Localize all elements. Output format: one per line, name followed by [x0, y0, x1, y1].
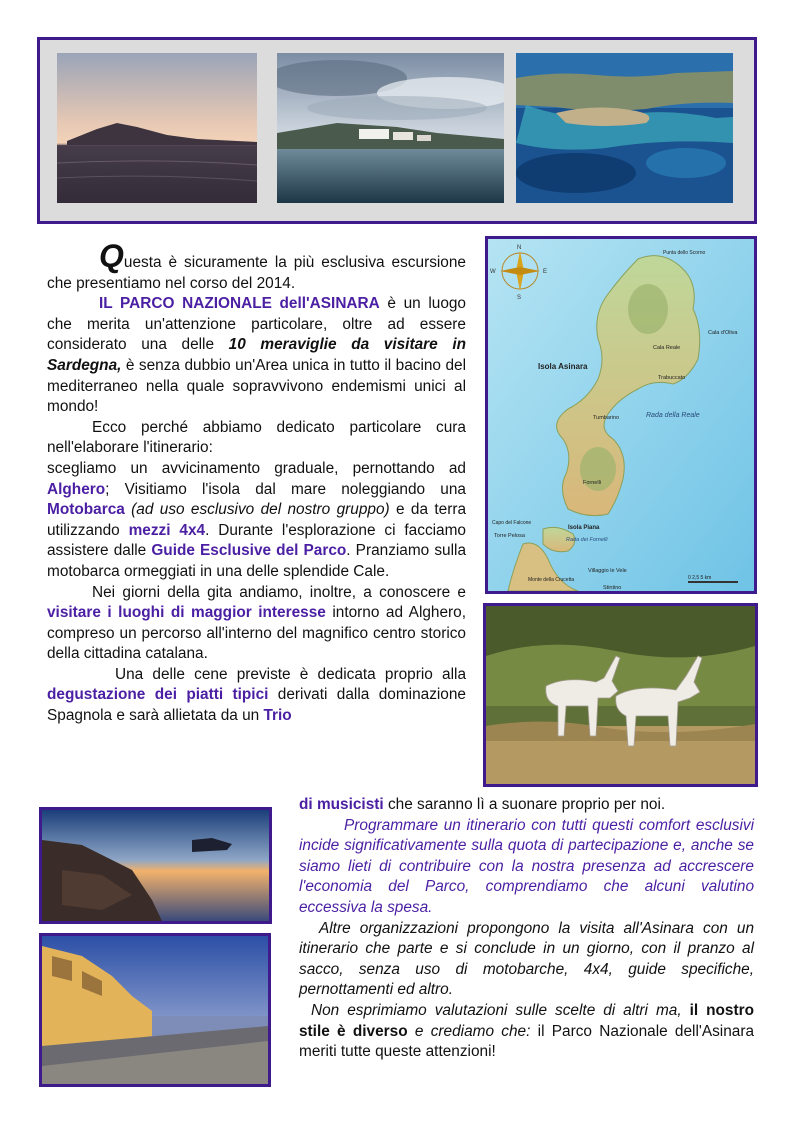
park-name: IL PARCO NAZIONALE dell'ASINARA [99, 295, 380, 313]
compass-s: S [517, 295, 522, 301]
asinara-map [485, 236, 757, 594]
style-paragraph: Non esprimiamo valutazioni sulle scelte di altri ma, il nostro stile è diverso e crediamo che: il Parco Nazionale dell'Asinara meriti tutte queste attenzioni! [299, 1001, 755, 1061]
map-label-rada-fornelli: Rada dei Fornelli [566, 537, 608, 543]
main-text-column [47, 238, 467, 727]
map-label-cala-oliva: Cala d'Oliva [708, 330, 738, 336]
drop-cap: Q [99, 238, 124, 274]
map-label-cala-reale: Cala Reale [653, 345, 681, 351]
map-label-fornelli: Fornelli [583, 480, 602, 486]
itinerary-intro: Ecco perché abbiamo dedicato particolare cura nell'elaborare l'itinerario: [47, 418, 466, 457]
map-label-tumbarino: Tumbarino [593, 415, 620, 421]
intro-paragraph: Questa è sicuramente la più esclusiva escursione che presentiamo nel corso del 2014. [47, 238, 466, 292]
map-label-stintino: Stintino [603, 585, 622, 591]
continuation-column [299, 795, 754, 1063]
aerial-coast-photo [516, 53, 733, 203]
luoghi-highlight: visitare i luoghi di maggior interesse [47, 604, 326, 622]
top-photo-strip [37, 37, 757, 224]
mezzi-highlight: mezzi 4x4 [128, 521, 206, 539]
map-label-villaggio: Villaggio le Vele [588, 568, 627, 574]
map-scale: 0 2,5 5 km [688, 575, 712, 581]
motobarca-highlight: Motobarca [47, 501, 125, 519]
visits-paragraph: Nei giorni della gita andiamo, inoltre, a conoscere e visitare i luoghi di maggior interesse intorno ad Alghero, compreso un percorso all'interno del magnifico centro storico della cittadina catalana. [47, 583, 467, 663]
map-label-isola: Isola Asinara [538, 362, 588, 371]
trio-continued: di musicisti [299, 796, 384, 813]
map-label-rada: Rada della Reale [646, 412, 700, 419]
guide-highlight: Guide Esclusive del Parco [151, 542, 347, 560]
compass-n: N [517, 245, 522, 251]
style-highlight: il nostro stile è diverso [299, 1001, 754, 1040]
map-label-capo: Capo del Falcone [492, 520, 532, 526]
map-label-scorno: Punta dello Scorno [663, 250, 706, 256]
degustazione-highlight: degustazione dei piatti tipici [47, 686, 269, 704]
compass-w: W [490, 269, 496, 275]
trio-highlight: Trio [263, 707, 292, 725]
map-label-trabuccato: Trabuccato [658, 375, 686, 381]
trio-line: di musicisti che saranno lì a suonare proprio per noi. [299, 796, 666, 813]
map-label-monte: Monte della Crucetta [528, 577, 575, 583]
itinerary-paragraph: scegliamo un avvicinamento graduale, pernottando ad Alghero; Visitiamo l'isola dal mare noleggiando una Motobarca (ad uso esclusivo del nostro gruppo) e da terra utilizzando mezzi 4x4. Durante l'esplorazione ci facciamo assistere dalle Guide Esclusive del Parco. Pranziamo sulla motobarca ormeggiati in una delle splendide Cale. [47, 459, 467, 580]
white-donkeys-photo [483, 603, 758, 787]
harbor-village-photo [277, 53, 504, 203]
alghero-seafront-photo [39, 933, 271, 1087]
compass-e: E [543, 269, 548, 275]
others-paragraph: Altre organizzazioni propongono la visita all'Asinara con un itinerario che parte e si conclude in un giorno, con il pranzo al sacco, senza uso di motobarche, 4x4, guide specifiche, pernottamenti ed altro. [299, 919, 754, 999]
wonders-highlight: 10 meraviglie da visitare in Sardegna, [47, 336, 466, 374]
map-label-torre: Torre Pelosa [494, 533, 525, 539]
map-label-isola-piana: Isola Piana [568, 525, 600, 531]
sunset-island-photo [57, 53, 257, 203]
park-paragraph: IL PARCO NAZIONALE dell'ASINARA è un luogo che merita un'attenzione particolare, oltre ad essere considerato una delle 10 meraviglie da visitare in Sardegna, è senza dubbio un'Area unica in tutto il bacino del mediterraneo nella quale sopravvivono endemismi unici al mondo! [47, 295, 466, 416]
alghero-highlight: Alghero [47, 480, 106, 498]
cost-paragraph: Programmare un itinerario con tutti questi comfort esclusivi incide significativamente sulla quota di partecipazione e, anche se siamo lieti di contribuire con la nostra presenza ad accrescere l'economia del Parco, comprendiamo che alcuni valutino eccessiva la spesa. [299, 816, 754, 916]
cliff-sunset-photo [39, 807, 272, 924]
dinner-paragraph: Una delle cene previste è dedicata proprio alla degustazione dei piatti tipici derivati dalla dominazione Spagnola e sarà allietata da un Trio [47, 665, 466, 725]
